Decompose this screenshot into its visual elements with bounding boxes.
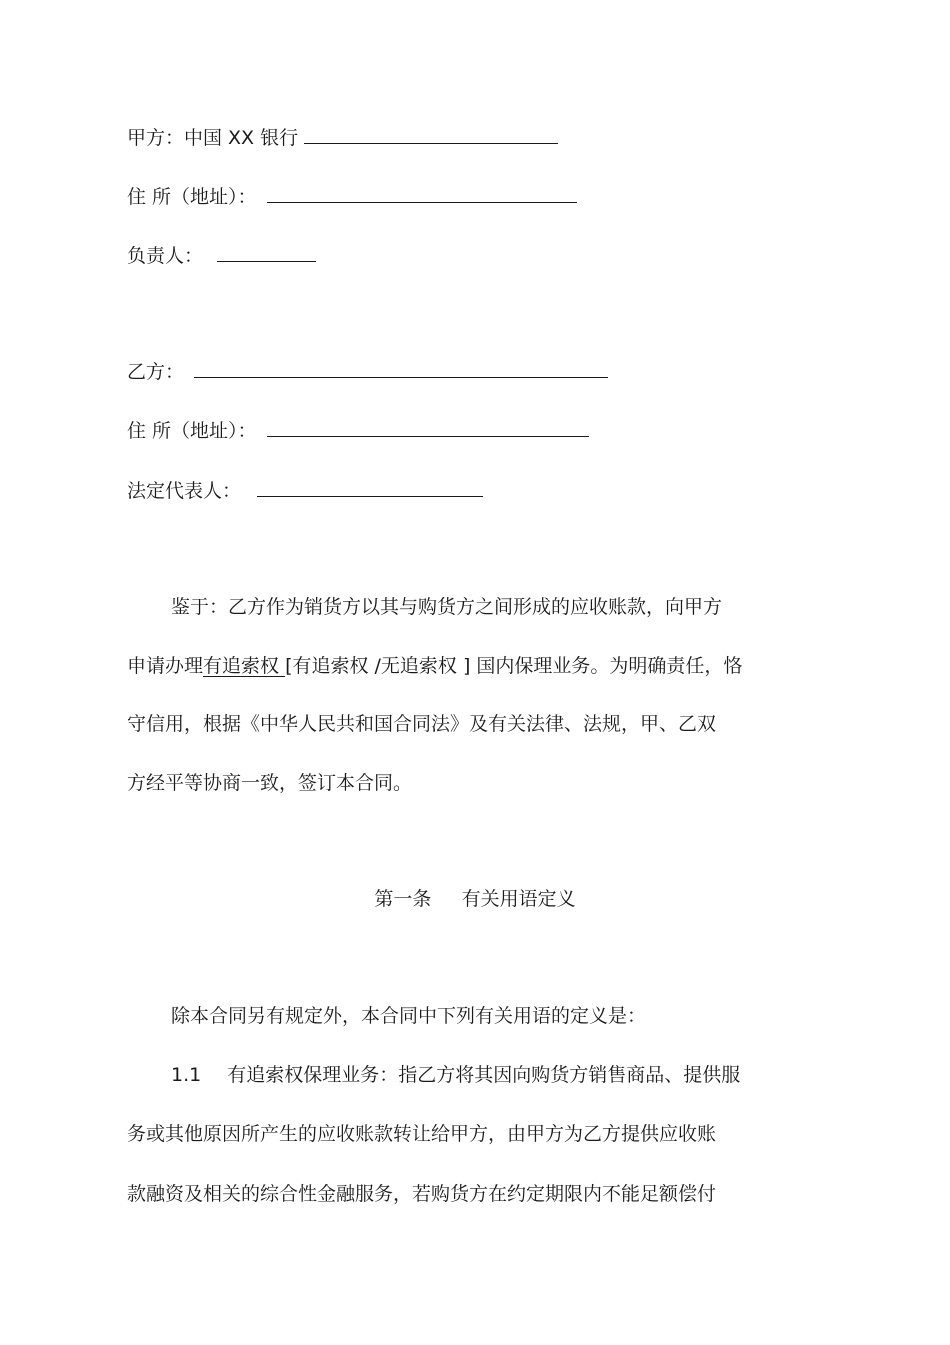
- recital-line-2-prefix: 申请办理: [127, 655, 204, 677]
- article-1-intro: 除本合同另有规定外，本合同中下列有关用语的定义是：: [171, 1005, 647, 1027]
- party-b-name-blank: [194, 359, 608, 378]
- item-1-1-line-3: 款融资及相关的综合性金融服务，若购货方在约定期限内不能足额偿付: [127, 1183, 717, 1205]
- recital-line-2: [127, 653, 742, 679]
- party-a-name-blank: [304, 125, 558, 144]
- party-b-label: 乙方：: [127, 361, 185, 383]
- party-a-address-blank: [267, 184, 577, 203]
- party-b-address-line: [127, 418, 589, 444]
- recital-recourse-choice: 有追索权: [203, 655, 286, 677]
- recital-line-4: 方经平等协商一致，签订本合同。: [127, 772, 413, 794]
- item-1-1-line-1: [171, 1062, 740, 1088]
- party-a-principal-label: 负责人：: [127, 245, 204, 267]
- party-a-principal-line: [127, 243, 316, 269]
- item-1-1-number: 1.1: [171, 1064, 202, 1086]
- recital-line-3: 守信用，根据《中华人民共和国合同法》及有关法律、法规，甲、乙双: [127, 713, 717, 735]
- party-b-address-label: 住 所（地址）：: [127, 420, 257, 442]
- item-1-1-text-1: 有追索权保理业务：指乙方将其因向购货方销售商品、提供服: [227, 1064, 741, 1086]
- item-1-1-line-2: 务或其他原因所产生的应收账款转让给甲方，由甲方为乙方提供应收账: [127, 1123, 717, 1145]
- party-b-line: [127, 359, 608, 385]
- party-a-address-label: 住 所（地址）：: [127, 186, 257, 208]
- party-a-line: [127, 125, 558, 151]
- party-b-legal-rep-line: [127, 478, 483, 504]
- party-b-legal-rep-blank: [257, 478, 483, 497]
- party-b-address-blank: [267, 418, 589, 437]
- party-a-principal-blank: [217, 243, 316, 262]
- recital-line-2-suffix: [有追索权 /无追索权 ] 国内保理业务。为明确责任，恪: [285, 655, 743, 677]
- party-a-address-line: [127, 184, 577, 210]
- article-1-title: 第一条 有关用语定义: [374, 888, 576, 910]
- recital-line-1: 鉴于：乙方作为销货方以其与购货方之间形成的应收账款，向甲方: [171, 596, 723, 618]
- party-b-legal-rep-label: 法定代表人：: [127, 480, 242, 502]
- party-a-label: 甲方：中国 XX 银行: [127, 127, 299, 149]
